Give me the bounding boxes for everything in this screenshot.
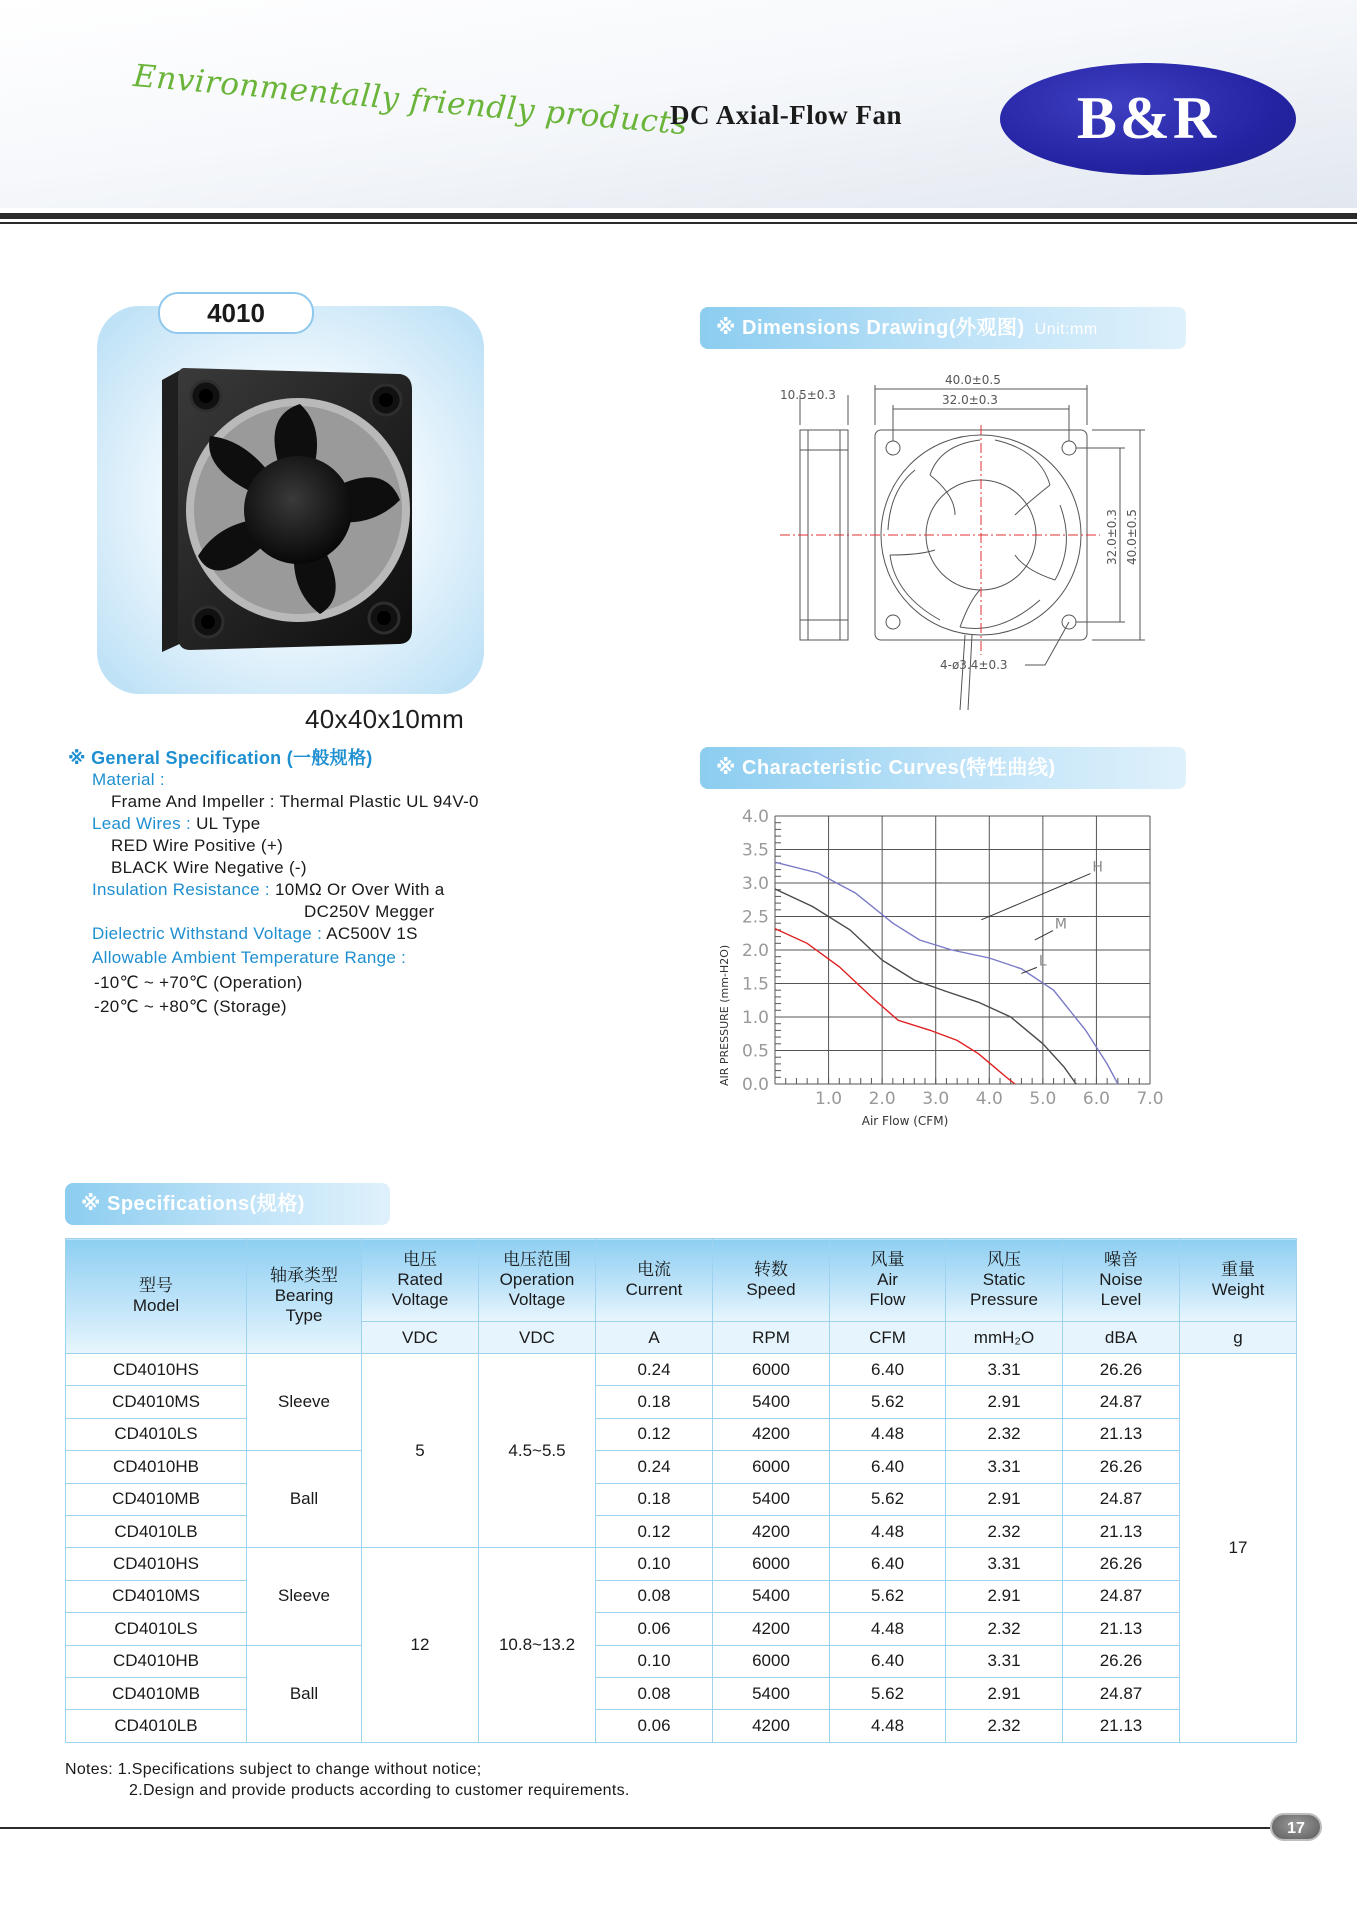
header-rule-thick: [0, 213, 1357, 219]
model-cell: CD4010HB: [66, 1645, 247, 1677]
col-rated-voltage: 电压 Rated Voltage: [362, 1239, 479, 1322]
y-tick-label: 2.0: [741, 941, 769, 961]
col-model: 型号 Model: [66, 1239, 247, 1354]
chart-ylabel: AIR PRESSURE (mm-H2O): [718, 944, 731, 1086]
general-spec-heading: ※ General Specification (一般规格): [68, 748, 373, 768]
current-cell: 0.18: [596, 1483, 713, 1515]
x-tick-label: 6.0: [1082, 1089, 1110, 1109]
noise-cell: 24.87: [1063, 1386, 1180, 1418]
static-pressure-cell: 3.31: [946, 1354, 1063, 1386]
y-tick-label: 3.5: [741, 840, 769, 861]
material-value: Frame And Impeller : Thermal Plastic UL 94V-0: [111, 792, 479, 811]
noise-cell: 26.26: [1063, 1645, 1180, 1677]
unit-noise: dBA: [1063, 1322, 1180, 1354]
air-flow-cell: 4.48: [830, 1710, 946, 1742]
model-tab: 4010: [158, 292, 314, 334]
tagline: Environmentally friendly products: [131, 58, 690, 143]
static-pressure-cell: 2.32: [946, 1515, 1063, 1547]
y-tick-label: 2.5: [741, 907, 769, 928]
series-leader-m: [1035, 931, 1053, 940]
voltage-range-cell: 4.5~5.5: [479, 1354, 596, 1548]
footer-rule: [0, 1827, 1270, 1829]
fan-photo: [150, 360, 430, 660]
insulation-label: Insulation Resistance :: [92, 880, 275, 899]
static-pressure-cell: 3.31: [946, 1451, 1063, 1483]
current-cell: 0.08: [596, 1677, 713, 1709]
voltage-range-cell: 10.8~13.2: [479, 1548, 596, 1742]
dimensions-heading-bar: [700, 307, 1186, 349]
static-pressure-cell: 2.91: [946, 1483, 1063, 1515]
x-tick-label: 7.0: [1136, 1089, 1164, 1109]
dielectric-value: AC500V 1S: [326, 924, 418, 943]
weight-cell: 17: [1180, 1354, 1297, 1743]
temperature-operation: -10℃ ~ +70℃ (Operation): [94, 973, 303, 992]
col-speed: 转数 Speed: [713, 1239, 830, 1322]
insulation-line: [92, 880, 445, 900]
speed-cell: 4200: [713, 1418, 830, 1450]
specifications-heading: ※ Specifications(规格): [81, 1193, 305, 1215]
y-tick-label: 3.0: [741, 874, 769, 894]
chart-ticks: [742, 807, 1164, 1109]
static-pressure-cell: 3.31: [946, 1548, 1063, 1580]
model-cell: CD4010HB: [66, 1451, 247, 1483]
current-cell: 0.12: [596, 1515, 713, 1547]
dim-holes: 4-ø3.4±0.3: [940, 658, 1008, 672]
series-leader-h: [981, 874, 1090, 920]
y-tick-label: 4.0: [741, 807, 769, 827]
lead-wires-value: UL Type: [196, 814, 261, 833]
bearing-cell: Sleeve: [247, 1548, 362, 1645]
unit-voltage-range: VDC: [479, 1322, 596, 1354]
page-number: 17: [1270, 1813, 1322, 1841]
air-flow-cell: 5.62: [830, 1677, 946, 1709]
col-noise-level: 噪音 Noise Level: [1063, 1239, 1180, 1322]
insulation-value-2: DC250V Megger: [304, 902, 435, 921]
insulation-value: 10MΩ Or Over With a: [274, 880, 445, 899]
unit-pressure: mmH₂O: [946, 1322, 1063, 1354]
y-tick-label: 1.0: [741, 1008, 769, 1028]
model-cell: CD4010LB: [66, 1710, 247, 1742]
series-label-l: L: [1038, 953, 1047, 970]
dielectric-label: Dielectric Withstand Voltage :: [92, 924, 327, 943]
static-pressure-cell: 2.32: [946, 1710, 1063, 1742]
air-flow-cell: 6.40: [830, 1451, 946, 1483]
current-cell: 0.10: [596, 1548, 713, 1580]
notes-line-2: 2.Design and provide products according to customer requirements.: [129, 1782, 630, 1799]
air-flow-cell: 4.48: [830, 1515, 946, 1547]
air-flow-cell: 5.62: [830, 1580, 946, 1612]
table-row: [66, 1451, 1297, 1483]
static-pressure-cell: 2.32: [946, 1613, 1063, 1645]
black-wire-text: BLACK Wire Negative (-): [111, 858, 307, 877]
characteristic-chart: [700, 800, 1180, 1140]
unit-weight: g: [1180, 1322, 1297, 1354]
static-pressure-cell: 2.91: [946, 1580, 1063, 1612]
speed-cell: 4200: [713, 1710, 830, 1742]
unit-speed: RPM: [713, 1322, 830, 1354]
air-flow-cell: 5.62: [830, 1483, 946, 1515]
rated-voltage-cell: 5: [362, 1354, 479, 1548]
static-pressure-cell: 2.32: [946, 1418, 1063, 1450]
static-pressure-cell: 2.91: [946, 1386, 1063, 1418]
model-cell: CD4010HS: [66, 1548, 247, 1580]
dielectric-line: [92, 924, 418, 944]
dimensions-unit: Unit:mm: [1034, 321, 1098, 338]
bearing-cell: Sleeve: [247, 1354, 362, 1451]
bearing-cell: Ball: [247, 1645, 362, 1742]
model-cell: CD4010LS: [66, 1613, 247, 1645]
current-cell: 0.06: [596, 1710, 713, 1742]
speed-cell: 5400: [713, 1483, 830, 1515]
speed-cell: 5400: [713, 1580, 830, 1612]
model-cell: CD4010LB: [66, 1515, 247, 1547]
noise-cell: 21.13: [1063, 1418, 1180, 1450]
noise-cell: 21.13: [1063, 1613, 1180, 1645]
dim-thickness: 10.5±0.3: [780, 388, 836, 402]
brand-logo: B&R: [1076, 85, 1220, 151]
air-flow-cell: 4.48: [830, 1613, 946, 1645]
speed-cell: 6000: [713, 1548, 830, 1580]
material-label: Material :: [92, 770, 165, 789]
table-row: [66, 1548, 1297, 1580]
x-tick-label: 2.0: [868, 1089, 896, 1109]
speed-cell: 6000: [713, 1645, 830, 1677]
page-title: DC Axial-Flow Fan: [670, 100, 903, 130]
notes-line-1: Notes: 1.Specifications subject to change without notice;: [65, 1761, 482, 1778]
noise-cell: 26.26: [1063, 1354, 1180, 1386]
temperature-label: Allowable Ambient Temperature Range :: [92, 948, 407, 967]
chart-xlabel: Air Flow (CFM): [861, 1114, 949, 1128]
air-flow-cell: 6.40: [830, 1645, 946, 1677]
noise-cell: 26.26: [1063, 1548, 1180, 1580]
model-cell: CD4010MS: [66, 1386, 247, 1418]
model-cell: CD4010LS: [66, 1418, 247, 1450]
series-line-m: [775, 889, 1076, 1084]
x-tick-label: 4.0: [975, 1089, 1003, 1109]
noise-cell: 26.26: [1063, 1451, 1180, 1483]
y-tick-label: 1.5: [741, 974, 769, 995]
noise-cell: 24.87: [1063, 1483, 1180, 1515]
col-weight: 重量 Weight: [1180, 1239, 1297, 1322]
table-row: [66, 1645, 1297, 1677]
current-cell: 0.24: [596, 1451, 713, 1483]
x-tick-label: 3.0: [922, 1089, 950, 1109]
model-cell: CD4010MS: [66, 1580, 247, 1612]
current-cell: 0.24: [596, 1354, 713, 1386]
air-flow-cell: 4.48: [830, 1418, 946, 1450]
series-line-l: [775, 929, 1015, 1084]
product-size-label: 40x40x10mm: [305, 704, 465, 734]
col-operation-voltage: 电压范围 Operation Voltage: [479, 1239, 596, 1322]
speed-cell: 5400: [713, 1386, 830, 1418]
x-tick-label: 1.0: [815, 1089, 843, 1109]
dim-hole-spacing-vertical: 32.0±0.3: [1105, 509, 1119, 565]
current-cell: 0.08: [596, 1580, 713, 1612]
speed-cell: 4200: [713, 1515, 830, 1547]
dim-hole-spacing: 32.0±0.3: [942, 393, 998, 407]
specifications-table: [65, 1238, 1297, 1743]
temperature-storage: -20℃ ~ +80℃ (Storage): [94, 997, 287, 1016]
speed-cell: 5400: [713, 1677, 830, 1709]
model-cell: CD4010MB: [66, 1677, 247, 1709]
x-tick-label: 5.0: [1029, 1089, 1057, 1109]
noise-cell: 24.87: [1063, 1580, 1180, 1612]
speed-cell: 6000: [713, 1354, 830, 1386]
table-row: [66, 1354, 1297, 1386]
model-cell: CD4010MB: [66, 1483, 247, 1515]
unit-current: A: [596, 1322, 713, 1354]
air-flow-cell: 6.40: [830, 1548, 946, 1580]
unit-flow: CFM: [830, 1322, 946, 1354]
air-flow-cell: 5.62: [830, 1386, 946, 1418]
curves-heading-bar: [700, 747, 1186, 789]
col-current: 电流 Current: [596, 1239, 713, 1322]
model-cell: CD4010HS: [66, 1354, 247, 1386]
dim-overall-width: 40.0±0.5: [945, 373, 1001, 387]
unit-voltage: VDC: [362, 1322, 479, 1354]
lead-wires-label: Lead Wires :: [92, 814, 197, 833]
col-static-pressure: 风压 Static Pressure: [946, 1239, 1063, 1322]
static-pressure-cell: 3.31: [946, 1645, 1063, 1677]
header-rule-thin: [0, 222, 1357, 224]
dim-overall-height: 40.0±0.5: [1125, 509, 1139, 565]
lead-wires-line: [92, 814, 261, 834]
y-tick-label: 0.0: [741, 1075, 769, 1095]
y-tick-label: 0.5: [741, 1041, 769, 1062]
current-cell: 0.06: [596, 1613, 713, 1645]
col-bearing: 轴承类型 Bearing Type: [247, 1239, 362, 1354]
speed-cell: 4200: [713, 1613, 830, 1645]
current-cell: 0.10: [596, 1645, 713, 1677]
dimensions-heading: ※ Dimensions Drawing(外观图): [716, 317, 1025, 339]
noise-cell: 21.13: [1063, 1515, 1180, 1547]
col-air-flow: 风量 Air Flow: [830, 1239, 946, 1322]
dimensions-drawing: [780, 365, 1180, 710]
bearing-cell: Ball: [247, 1451, 362, 1548]
curves-heading: ※ Characteristic Curves(特性曲线): [716, 757, 1056, 779]
specifications-heading-bar: [65, 1183, 390, 1225]
current-cell: 0.18: [596, 1386, 713, 1418]
red-wire-text: RED Wire Positive (+): [111, 836, 284, 855]
series-label-h: H: [1092, 859, 1103, 876]
current-cell: 0.12: [596, 1418, 713, 1450]
air-flow-cell: 6.40: [830, 1354, 946, 1386]
rated-voltage-cell: 12: [362, 1548, 479, 1742]
static-pressure-cell: 2.91: [946, 1677, 1063, 1709]
noise-cell: 24.87: [1063, 1677, 1180, 1709]
speed-cell: 6000: [713, 1451, 830, 1483]
noise-cell: 21.13: [1063, 1710, 1180, 1742]
series-label-m: M: [1054, 916, 1068, 933]
